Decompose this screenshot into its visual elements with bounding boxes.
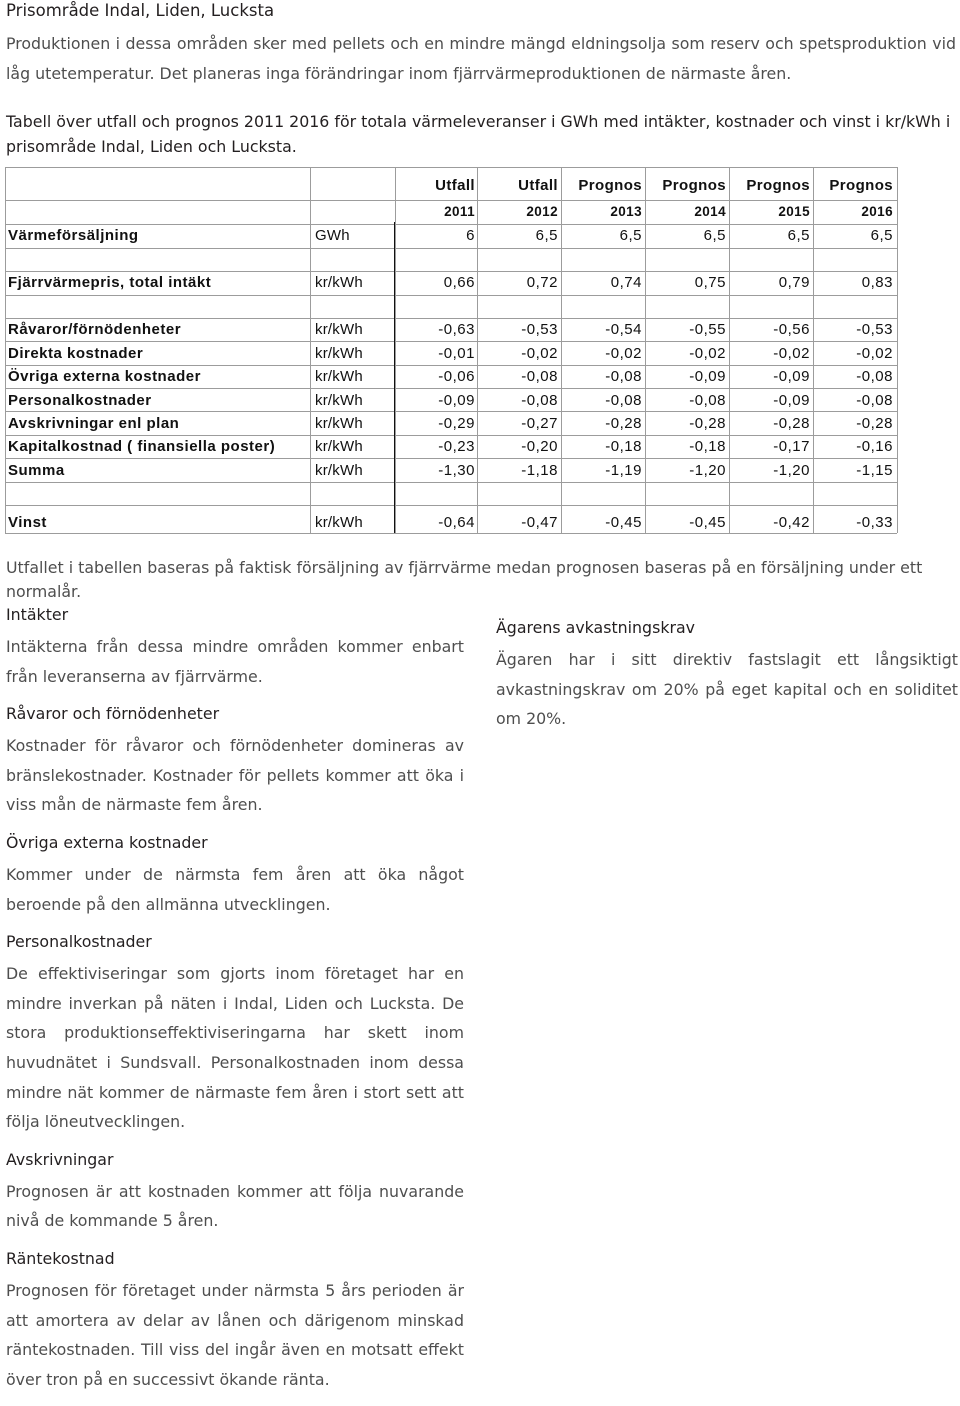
table-cell: -1,30 [438,462,475,479]
table-cell: -0,08 [605,368,642,385]
table-cell: -0,23 [438,438,475,455]
page-title: Prisområde Indal, Liden, Lucksta [6,1,275,20]
grid-line [5,533,897,534]
table-cell: -0,08 [689,392,726,409]
section-body: De effektiviseringar som gjorts inom företaget har en mindre inverkan på näten i Indal, Liden och Lucksta. De stora produktionseffektiviseringarna har skett inom huvudnätet i Sundsvall. Personalkostnaden inom dessa mindre nät kommer de närmaste fem åren i stort sett att följa löneutvecklingen. [6,964,464,1132]
year-header: 2016 [861,204,893,219]
grid-line [5,248,897,249]
table-cell: -0,09 [689,368,726,385]
row-unit: kr/kWh [315,321,363,338]
grid-line [5,365,897,366]
column-header: Prognos [662,177,726,194]
table-cell: -0,02 [689,345,726,362]
row-unit: kr/kWh [315,462,363,479]
grid-line [5,200,897,201]
year-header: 2012 [526,204,558,219]
table-cell: -0,01 [438,345,475,362]
row-label: Övriga externa kostnader [8,368,201,385]
grid-line [5,505,897,506]
grid-line [5,482,897,483]
year-header: 2014 [694,204,726,219]
row-unit: kr/kWh [315,345,363,362]
table-cell: 0,74 [610,274,642,291]
table-cell: -0,27 [521,415,558,432]
table-cell: -0,08 [856,392,893,409]
table-cell: -0,06 [438,368,475,385]
year-header: 2015 [778,204,810,219]
year-header: 2013 [610,204,642,219]
table-cell: -0,28 [605,415,642,432]
table-cell: -0,18 [689,438,726,455]
table-cell: -0,42 [773,514,810,531]
table-cell: -0,55 [689,321,726,338]
section-heading: Övriga externa kostnader [6,832,208,852]
section-body: Prognosen för företaget under närmsta 5 års perioden är att amortera av delar av lånen och därigenom minskad räntekostnaden. Till viss del ingår även en motsatt effekt över tron på en successivt ökande ränta. [6,1280,464,1389]
column-header: Prognos [829,177,893,194]
column-header: Utfall [518,177,558,194]
table-cell: -0,08 [856,368,893,385]
table-cell: 0,72 [526,274,558,291]
table-cell: -0,08 [521,368,558,385]
table-cell: -0,45 [689,514,726,531]
section-heading: Räntekostnad [6,1248,115,1268]
table-cell: -0,45 [605,514,642,531]
grid-line [5,388,897,389]
table-cell: -0,28 [856,415,893,432]
row-unit: kr/kWh [315,514,363,531]
row-unit: kr/kWh [315,274,363,291]
table-cell: -0,09 [773,392,810,409]
table-footnote: Utfallet i tabellen baseras på faktisk försäljning av fjärrvärme medan prognosen baseras på en försäljning under ett normalår. [6,558,923,601]
table-cell: 6,5 [870,227,893,244]
section-body: Ägaren har i sitt direktiv fastslagit ett långsiktigt avkastningskrav om 20% på eget kapital och en soliditet om 20%. [496,650,958,729]
table-cell: 6,5 [703,227,726,244]
section-heading: Avskrivningar [6,1149,114,1169]
grid-line [477,167,478,533]
section-heading: Intäkter [6,605,69,624]
table-cell: -0,08 [521,392,558,409]
section-body: Intäkterna från dessa mindre områden kommer enbart från leveranserna av fjärrvärme. [6,637,464,686]
section-rantekostnad [6,1248,464,1394]
section-body: Kostnader för råvaror och förnödenheter domineras av bränslekostnader. Kostnader för pellets kommer att öka i viss mån de närmaste fem åren. [6,736,464,815]
table-cell: -0,09 [438,392,475,409]
grid-line [645,167,646,533]
section-heading: Ägarens avkastningskrav [496,618,695,637]
row-label: Råvaror/förnödenheter [8,321,182,338]
grid-line [561,167,562,533]
table-cell: -1,20 [689,462,726,479]
table-cell: 0,79 [778,274,810,291]
grid-line [729,167,730,533]
table-cell: -0,02 [773,345,810,362]
grid-line [5,271,897,272]
row-label: Avskrivningar enl plan [8,415,180,432]
table-cell: 6,5 [535,227,558,244]
table-cell: 0,75 [694,274,726,291]
grid-line [897,167,898,533]
grid-line [5,341,897,342]
grid-line [5,167,6,533]
table-cell: -0,02 [856,345,893,362]
table-cell: -1,19 [605,462,642,479]
section-ravaror [6,703,464,820]
left-column [6,604,464,1406]
table-cell: -0,54 [605,321,642,338]
grid-line [5,318,897,319]
row-label: Värmeförsäljning [8,227,139,244]
table-cell: 0,83 [861,274,893,291]
table-cell: 6,5 [787,227,810,244]
grid-line [394,222,395,533]
row-unit: kr/kWh [315,438,363,455]
column-header: Utfall [435,177,475,194]
row-unit: kr/kWh [315,415,363,432]
grid-line [5,435,897,436]
table-cell: -0,20 [521,438,558,455]
table-cell: -0,02 [521,345,558,362]
table-cell: -0,02 [605,345,642,362]
section-personal [6,931,464,1137]
table-cell: -0,09 [773,368,810,385]
section-body: Kommer under de närmsta fem åren att öka något beroende på den allmänna utvecklingen. [6,864,464,914]
row-label: Kapitalkostnad ( finansiella poster) [8,438,276,455]
year-header: 2011 [444,204,475,219]
row-unit: kr/kWh [315,392,363,409]
table-cell: -0,16 [856,438,893,455]
section-avskrivningar [6,1149,464,1236]
table-cell: -0,33 [856,514,893,531]
table-cell: -1,15 [856,462,893,479]
table-cell: 0,66 [443,274,475,291]
row-label: Direkta kostnader [8,345,144,362]
table-cell: -0,53 [856,321,893,338]
table-caption: Tabell över utfall och prognos 2011 2016 för totala värmeleveranser i GWh med intäkter, kostnader och vinst i kr/kWh i prisområde Indal, Liden och Lucksta. [6,112,951,156]
grid-line [5,167,897,168]
row-label: Fjärrvärmepris, total intäkt [8,274,212,291]
intro-paragraph: Produktionen i dessa områden sker med pellets och en mindre mängd eldningsolja som reserv och spetsproduktion vid låg utetemperatur. Det planeras inga förändringar inom fjärrvärmeproduktionen de närmaste åren. [6,34,956,83]
table-cell: 6,5 [619,227,642,244]
right-column [496,617,958,734]
table-cell: -0,53 [521,321,558,338]
column-header: Prognos [746,177,810,194]
section-heading: Personalkostnader [6,932,152,952]
row-unit: GWh [315,227,350,244]
grid-line [5,458,897,459]
grid-line [395,167,396,533]
grid-line [5,411,897,412]
row-label: Summa [8,462,65,479]
row-label: Vinst [8,514,47,531]
section-body: Prognosen är att kostnaden kommer att följa nuvarande nivå de kommande 5 åren. [6,1181,464,1231]
table-cell: -0,56 [773,321,810,338]
section-intakter [6,604,464,691]
grid-line [5,295,897,296]
section-ovriga-externa [6,832,464,919]
row-label: Personalkostnader [8,392,152,409]
table-cell: -0,28 [689,415,726,432]
table-cell: -1,18 [521,462,558,479]
table-cell: -0,18 [605,438,642,455]
table-cell: -0,29 [438,415,475,432]
table-cell: -0,28 [773,415,810,432]
grid-line [310,167,311,533]
table-cell: -0,47 [521,514,558,531]
row-unit: kr/kWh [315,368,363,385]
table-cell: 6 [466,227,475,244]
table-cell: -0,64 [438,514,475,531]
table-cell: -0,08 [605,392,642,409]
section-heading: Råvaror och förnödenheter [6,704,220,724]
table-cell: -0,63 [438,321,475,338]
table-cell: -1,20 [773,462,810,479]
table-cell: -0,17 [773,438,810,455]
grid-line [813,167,814,533]
grid-line [5,224,897,225]
column-header: Prognos [578,177,642,194]
